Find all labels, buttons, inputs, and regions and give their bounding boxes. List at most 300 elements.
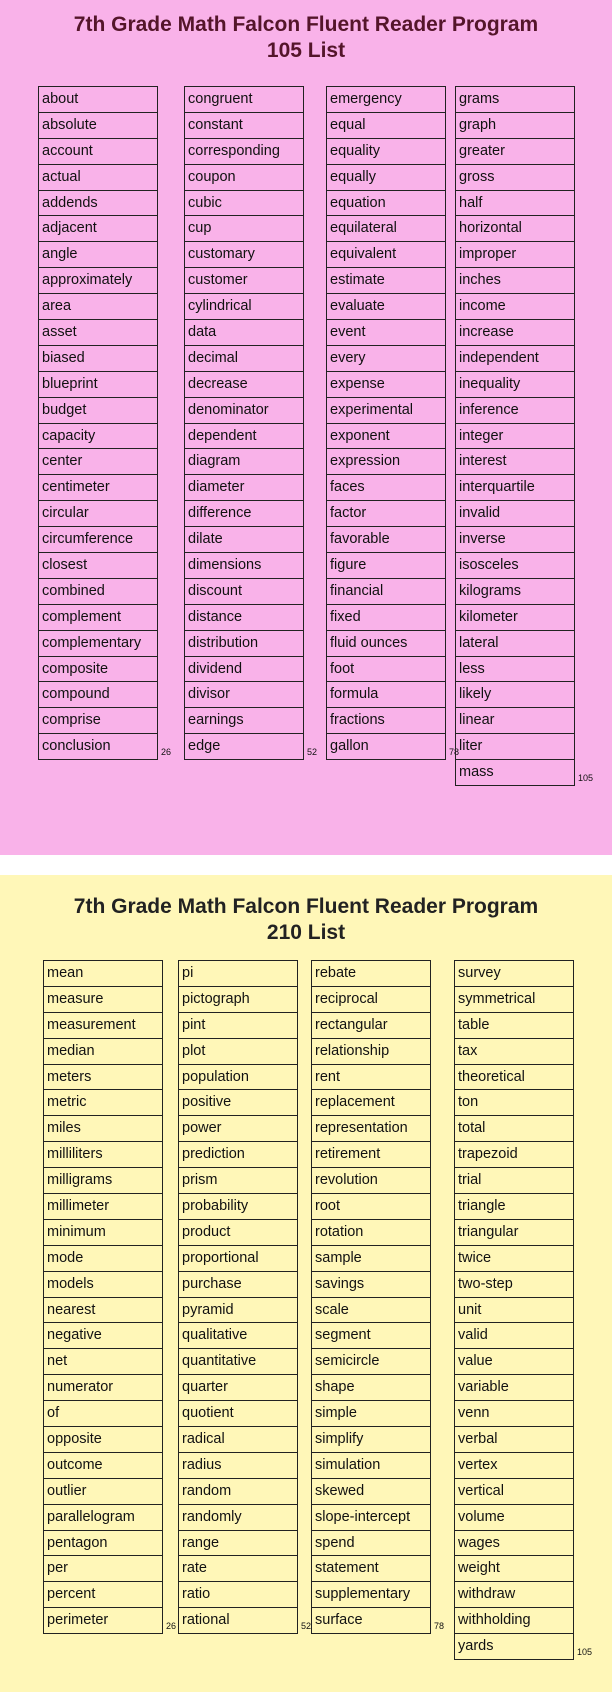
word-cell [311, 1581, 431, 1608]
word-cell [38, 448, 158, 475]
word-column-2 [184, 86, 318, 760]
word-text: rational [182, 1612, 230, 1629]
word-cell [454, 1452, 574, 1479]
word-text: measure [47, 990, 104, 1007]
word-cell [326, 733, 460, 760]
word-count-label: 105 [578, 773, 594, 784]
word-text: plot [182, 1042, 206, 1059]
word-text: qualitative [182, 1327, 248, 1344]
word-text: gross [459, 168, 495, 185]
word-text: outcome [47, 1456, 103, 1473]
word-cell [454, 1012, 574, 1039]
sheet-title: 7th Grade Math Falcon Fluent Reader Program [73, 13, 539, 36]
word-text: yards [458, 1638, 494, 1655]
word-cell [178, 1478, 298, 1505]
word-cell [184, 293, 304, 320]
word-cell [455, 86, 575, 113]
word-cell [455, 733, 575, 760]
word-text: root [315, 1198, 340, 1215]
word-text: decrease [188, 375, 248, 392]
word-text: tax [458, 1042, 478, 1059]
word-text: equation [330, 194, 386, 211]
word-text: diameter [188, 479, 245, 496]
word-text: rent [315, 1068, 340, 1085]
word-cell [326, 707, 446, 734]
word-text: income [459, 298, 506, 315]
word-text: data [188, 324, 217, 341]
word-cell [38, 423, 158, 450]
word-text: meters [47, 1068, 92, 1085]
word-cell [454, 1193, 574, 1220]
word-cell [311, 1452, 431, 1479]
word-cell [43, 1426, 163, 1453]
word-cell [311, 1374, 431, 1401]
word-text: expression [330, 453, 401, 470]
word-text: mass [459, 764, 494, 781]
word-cell [43, 1089, 163, 1116]
word-cell [454, 1115, 574, 1142]
word-text: area [42, 298, 72, 315]
word-cell [311, 1504, 431, 1531]
word-text: kilograms [459, 582, 522, 599]
word-text: difference [188, 505, 252, 522]
word-text: inference [459, 401, 519, 418]
word-text: circular [42, 505, 89, 522]
word-text: experimental [330, 401, 414, 418]
word-cell [311, 1012, 431, 1039]
word-text: percent [47, 1586, 96, 1603]
word-cell [454, 1167, 574, 1194]
word-cell [455, 604, 575, 631]
word-text: dimensions [188, 557, 262, 574]
word-text: lateral [459, 634, 499, 651]
word-text: representation [315, 1120, 408, 1137]
word-text: event [330, 324, 366, 341]
word-text: purchase [182, 1275, 242, 1292]
word-cell [454, 1400, 574, 1427]
word-text: quarter [182, 1379, 228, 1396]
word-text: volume [458, 1508, 505, 1525]
word-cell [178, 1193, 298, 1220]
word-text: milliliters [47, 1146, 103, 1163]
word-text: survey [458, 965, 501, 981]
word-cell [43, 1348, 163, 1375]
word-text: cylindrical [188, 298, 252, 315]
word-text: range [182, 1534, 220, 1551]
word-text: horizontal [459, 220, 522, 237]
word-cell [311, 1322, 431, 1349]
word-cell [311, 1064, 431, 1091]
word-cell [184, 630, 304, 657]
word-text: quotient [182, 1405, 234, 1422]
word-column-3 [311, 960, 445, 1634]
word-cell [455, 138, 575, 165]
word-text: quantitative [182, 1353, 257, 1370]
word-cell [178, 1245, 298, 1272]
word-cell [43, 1167, 163, 1194]
word-cell [454, 1374, 574, 1401]
word-cell [38, 630, 158, 657]
word-cell [38, 215, 158, 242]
word-text: semicircle [315, 1353, 380, 1370]
word-cell [43, 1504, 163, 1531]
word-cell [311, 1245, 431, 1272]
sheet-title: 7th Grade Math Falcon Fluent Reader Program [73, 895, 539, 918]
word-cell [454, 1633, 593, 1660]
word-cell [326, 681, 446, 708]
word-text: coupon [188, 168, 236, 185]
word-cell [311, 1530, 431, 1557]
word-cell [326, 112, 446, 139]
word-text: valid [458, 1327, 488, 1344]
word-text: capacity [42, 427, 96, 444]
word-text: angle [42, 246, 78, 263]
word-text: simple [315, 1405, 357, 1422]
word-cell [326, 423, 446, 450]
word-text: simulation [315, 1456, 381, 1473]
word-cell [184, 578, 304, 605]
word-cell [43, 1012, 163, 1039]
word-cell [311, 1478, 431, 1505]
word-column-1 [43, 960, 177, 1634]
word-cell [43, 1064, 163, 1091]
word-cell [178, 1115, 298, 1142]
word-cell [311, 1426, 431, 1453]
word-text: minimum [47, 1223, 106, 1240]
word-text: independent [459, 349, 539, 366]
word-cell [38, 241, 158, 268]
word-cell [326, 164, 446, 191]
word-cell [43, 1297, 163, 1324]
word-text: relationship [315, 1042, 390, 1059]
word-text: grams [459, 91, 500, 107]
word-text: inches [459, 272, 501, 289]
word-text: product [182, 1223, 231, 1240]
word-text: dilate [188, 531, 223, 548]
word-text: composite [42, 660, 109, 677]
word-text: slope-intercept [315, 1508, 411, 1525]
word-cell [178, 960, 298, 987]
word-text: segment [315, 1327, 371, 1344]
word-cell [326, 630, 446, 657]
word-cell [184, 552, 304, 579]
word-cell [43, 1400, 163, 1427]
word-cell [38, 112, 158, 139]
word-cell [38, 656, 158, 683]
word-text: millimeter [47, 1198, 110, 1215]
word-text: constant [188, 116, 243, 133]
word-cell [326, 397, 446, 424]
word-cell [326, 474, 446, 501]
word-cell [178, 986, 298, 1013]
word-text: median [47, 1042, 95, 1059]
word-cell [178, 1504, 298, 1531]
word-text: actual [42, 168, 81, 185]
word-text: integer [459, 427, 504, 444]
word-cell [184, 681, 304, 708]
word-text: distribution [188, 634, 259, 651]
word-cell [455, 371, 575, 398]
word-text: verbal [458, 1431, 498, 1448]
word-cell [454, 1581, 574, 1608]
word-cell [38, 345, 158, 372]
word-cell [38, 86, 158, 113]
word-text: fractions [330, 712, 385, 729]
word-cell [454, 1271, 574, 1298]
word-list-sheet-210 [0, 875, 612, 1692]
word-text: sample [315, 1249, 362, 1266]
word-text: weight [458, 1560, 500, 1577]
word-text: probability [182, 1198, 249, 1215]
word-text: trapezoid [458, 1146, 518, 1163]
word-text: exponent [330, 427, 390, 444]
word-text: evaluate [330, 298, 385, 315]
word-text: complementary [42, 634, 142, 651]
word-cell [184, 526, 304, 553]
word-cell [38, 319, 158, 346]
word-text: emergency [330, 91, 402, 107]
word-text: dividend [188, 660, 243, 677]
word-text: invalid [459, 505, 501, 522]
word-cell [38, 733, 172, 760]
word-cell [455, 448, 575, 475]
word-cell [38, 552, 158, 579]
word-text: metric [47, 1094, 87, 1111]
word-text: isosceles [459, 557, 519, 574]
word-text: shape [315, 1379, 355, 1396]
word-cell [311, 1297, 431, 1324]
word-cell [184, 86, 304, 113]
word-cell [454, 1478, 574, 1505]
word-text: half [459, 194, 483, 211]
word-text: graph [459, 116, 497, 133]
word-text: opposite [47, 1431, 102, 1448]
word-cell [455, 526, 575, 553]
word-text: linear [459, 712, 495, 729]
word-text: spend [315, 1534, 355, 1551]
word-text: pentagon [47, 1534, 108, 1551]
sheet-subtitle: 210 List [266, 921, 346, 944]
word-text: complement [42, 608, 121, 625]
word-cell [43, 1038, 163, 1065]
word-text: positive [182, 1094, 232, 1111]
word-cell [326, 190, 446, 217]
word-count-label: 78 [434, 1621, 445, 1632]
word-text: trial [458, 1172, 482, 1189]
word-cell [43, 1245, 163, 1272]
word-cell [454, 1607, 574, 1634]
word-text: kilometer [459, 608, 518, 625]
word-cell [455, 552, 575, 579]
word-text: triangular [458, 1223, 519, 1240]
word-count-label: 52 [301, 1621, 312, 1632]
word-cell [43, 1478, 163, 1505]
word-cell [311, 1348, 431, 1375]
word-text: ton [458, 1094, 479, 1111]
word-text: expense [330, 375, 385, 392]
word-cell [454, 1348, 574, 1375]
word-cell [178, 1322, 298, 1349]
word-cell [178, 1297, 298, 1324]
word-text: table [458, 1016, 490, 1033]
word-text: variable [458, 1379, 509, 1396]
word-text: proportional [182, 1249, 259, 1266]
word-text: liter [459, 738, 483, 755]
word-text: dependent [188, 427, 257, 444]
word-text: of [47, 1405, 60, 1422]
word-cell [455, 345, 575, 372]
word-cell [311, 1607, 445, 1634]
word-cell [454, 1555, 574, 1582]
word-text: prism [182, 1172, 218, 1189]
word-cell [43, 1141, 163, 1168]
word-cell [184, 397, 304, 424]
word-text: revolution [315, 1172, 378, 1189]
word-cell [38, 578, 158, 605]
word-text: unit [458, 1301, 482, 1318]
word-text: divisor [188, 686, 230, 703]
word-text: center [42, 453, 83, 470]
word-cell [454, 986, 574, 1013]
word-text: financial [330, 582, 384, 599]
word-text: symmetrical [458, 990, 536, 1007]
word-text: venn [458, 1405, 490, 1422]
word-text: comprise [42, 712, 101, 729]
word-cell [454, 1530, 574, 1557]
word-cell [43, 960, 163, 987]
word-text: addends [42, 194, 98, 211]
word-cell [43, 1452, 163, 1479]
word-cell [455, 164, 575, 191]
word-cell [43, 1219, 163, 1246]
word-text: equality [330, 142, 380, 159]
word-text: congruent [188, 91, 253, 107]
word-text: radius [182, 1456, 222, 1473]
word-cell [311, 1089, 431, 1116]
word-text: vertical [458, 1482, 504, 1499]
word-column-2 [178, 960, 312, 1634]
word-cell [311, 1219, 431, 1246]
word-cell [178, 1530, 298, 1557]
word-text: cubic [188, 194, 222, 211]
word-text: diagram [188, 453, 241, 470]
word-cell [178, 1374, 298, 1401]
word-text: replacement [315, 1094, 395, 1111]
word-text: skewed [315, 1482, 365, 1499]
word-text: perimeter [47, 1612, 109, 1629]
word-cell [178, 1555, 298, 1582]
word-cell [455, 630, 575, 657]
word-text: figure [330, 557, 367, 574]
word-cell [311, 1555, 431, 1582]
word-text: equally [330, 168, 376, 185]
word-cell [311, 1038, 431, 1065]
word-cell [43, 1193, 163, 1220]
word-text: interest [459, 453, 507, 470]
word-cell [454, 1089, 574, 1116]
word-count-label: 105 [577, 1647, 593, 1658]
word-cell [455, 293, 575, 320]
word-cell [184, 448, 304, 475]
word-text: budget [42, 401, 87, 418]
word-cell [455, 215, 575, 242]
word-cell [326, 345, 446, 372]
word-column-3 [326, 86, 460, 760]
word-cell [454, 1426, 574, 1453]
word-cell [43, 1115, 163, 1142]
word-cell [455, 759, 594, 786]
word-cell [454, 1245, 574, 1272]
word-text: mean [47, 965, 84, 981]
sheet-subtitle: 105 List [266, 39, 346, 62]
word-cell [178, 1581, 298, 1608]
word-cell [326, 526, 446, 553]
word-cell [311, 960, 431, 987]
word-text: factor [330, 505, 367, 522]
word-column-4 [455, 86, 594, 786]
word-cell [454, 960, 574, 987]
word-text: estimate [330, 272, 385, 289]
word-cell [43, 986, 163, 1013]
word-text: improper [459, 246, 517, 263]
word-text: pictograph [182, 990, 250, 1007]
word-cell [184, 267, 304, 294]
word-cell [178, 1271, 298, 1298]
word-text: miles [47, 1120, 81, 1137]
word-text: circumference [42, 531, 134, 548]
word-text: inequality [459, 375, 521, 392]
word-cell [178, 1426, 298, 1453]
word-cell [326, 448, 446, 475]
word-text: milligrams [47, 1172, 113, 1189]
word-text: numerator [47, 1379, 114, 1396]
word-text: net [47, 1353, 68, 1370]
word-text: random [182, 1482, 232, 1499]
word-cell [184, 319, 304, 346]
word-cell [178, 1452, 298, 1479]
word-text: surface [315, 1612, 363, 1629]
word-text: blueprint [42, 375, 98, 392]
word-cell [184, 423, 304, 450]
word-cell [43, 1374, 163, 1401]
word-text: measurement [47, 1016, 136, 1033]
word-cell [184, 215, 304, 242]
word-cell [38, 526, 158, 553]
word-text: discount [188, 582, 243, 599]
word-column-1 [38, 86, 172, 760]
word-cell [184, 500, 304, 527]
word-text: fixed [330, 608, 361, 625]
word-text: models [47, 1275, 94, 1292]
word-text: randomly [182, 1508, 242, 1525]
word-cell [184, 604, 304, 631]
word-text: account [42, 142, 93, 159]
word-text: greater [459, 142, 505, 159]
word-text: earnings [188, 712, 244, 729]
word-text: prediction [182, 1146, 245, 1163]
word-cell [326, 552, 446, 579]
word-text: radical [182, 1431, 225, 1448]
word-text: pi [182, 965, 194, 981]
word-text: power [182, 1120, 222, 1137]
word-text: interquartile [459, 479, 535, 496]
word-text: rotation [315, 1223, 364, 1240]
word-text: wages [458, 1534, 500, 1551]
word-text: denominator [188, 401, 269, 418]
word-text: withholding [458, 1612, 531, 1629]
word-text: rebate [315, 965, 357, 981]
word-text: simplify [315, 1431, 364, 1448]
